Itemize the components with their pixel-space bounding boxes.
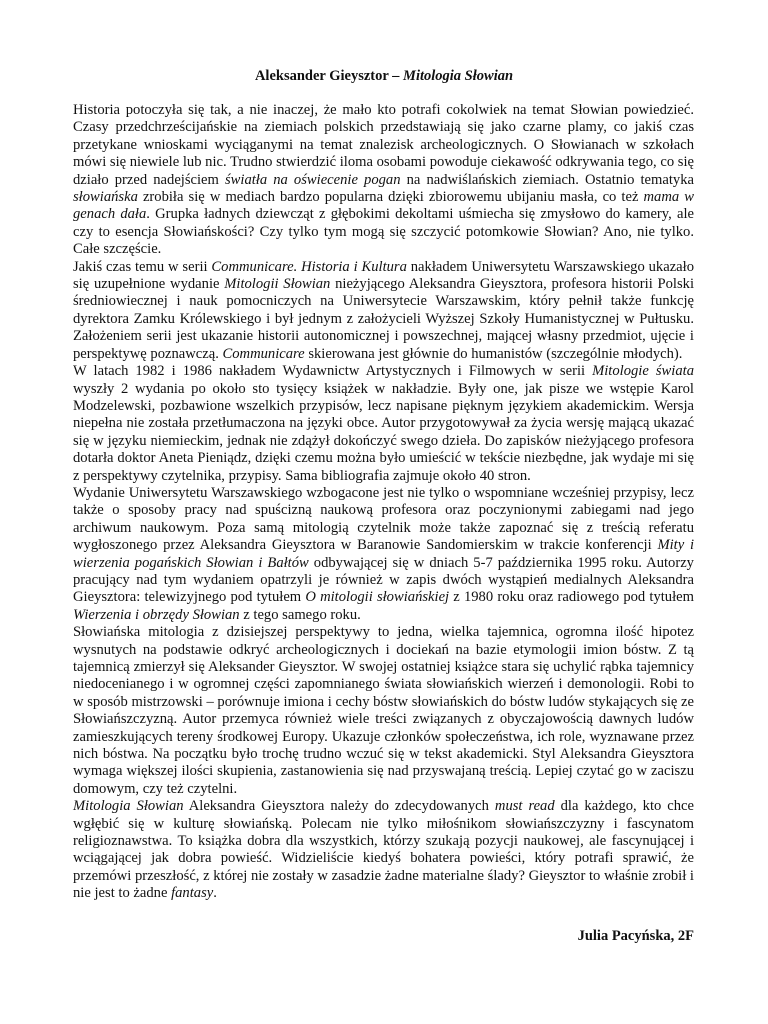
author-signature: Julia Pacyńska, 2F (577, 928, 694, 944)
text-run: Aleksandra Gieysztora należy do zdecydowanych (183, 798, 495, 815)
text-run: skierowana jest głównie do humanistów (szczególnie młodych). (304, 345, 683, 362)
title-author: Aleksander Gieysztor (254, 68, 389, 84)
paragraph-3 (73, 363, 694, 485)
text-run: Jakiś czas temu w serii (73, 258, 212, 275)
italic-run: fantasy (171, 885, 214, 902)
italic-run: Mitologia Słowian (73, 798, 184, 815)
italic-run: Wierzenia i obrzędy Słowian (73, 606, 240, 623)
paragraph-4 (73, 485, 694, 624)
document-title (0, 67, 768, 85)
text-run: dla każdego, kto chce wgłębić się w kulturę słowiańską. Polecam nie tylko miłośnikom słowiańszczyzny i fascynatom religioznawstwa. To książka dobra dla wszystkich, którzy szukają pozycji naukowej, ale fascynującej i wciągającej jak dobra powieść. Widzieliście kiedyś bohatera powieści, który potrafi sprawić, że przemówi przeszłość, z której nie zostały w zasadzie żadne materialne ślady? Gieysztor to właśnie zrobił i nie jest to żadne (73, 798, 694, 902)
text-run: z 1980 roku oraz radiowego pod tytułem (449, 589, 694, 606)
text-run: Słowiańska mitologia z dzisiejszej perspektywy to jedna, wielka tajemnica, ogromna ilość hipotez wysnutych na podstawie odkryć archeologicznych i dociekań na bazie etymologii imion bóstw. Z tą tajemnicą zmierzył się Aleksander Gieysztor. W swojej ostatniej książce stara się uchylić rąbka tajemnicy niedocenianego i w ogromnej części zapomnianego świata słowiańskich wierzeń i demonologii. Robi to w sposób mistrzowski – porównuje imiona i cechy bóstw słowiańskich do bóstw ludów stykających się ze Słowiańszczyzną. Autor przemyca również wiele treści związanych z obyczajowością dawnych ludów zamieszkujących tereny środkowej Europy. Ukazuje członków społeczeństwa, ich role, wyznawane przez nich bóstwa. Na początku było trochę trudno wczuć się w tekst akademicki. Styl Aleksandra Gieysztora wymaga większej ilości skupienia, zastanowienia się nad przyswajaną treścią. Lepiej czytać go w zaciszu domowym, czy też czytelni. (73, 624, 694, 797)
italic-run: słowiańska (73, 189, 138, 206)
text-run: Historia potoczyła się tak, a nie inaczej, że mało kto potrafi cokolwiek na temat Słowian powiedzieć. Czasy przedchrześcijańskie na ziemiach polskich przedstawiają się jako czarne plamy, co jakiś czas przetykane wnioskami wyciąganymi na temat znalezisk archeologicznych. O Słowianach w szkołach mówi się niewiele lub nic. Trudno stwierdzić iloma osobami powoduje ciekawość odkrywania tego, co się działo przed nadejściem (73, 102, 694, 188)
text-run: . (213, 885, 217, 902)
italic-run: O mitologii słowiańskiej (305, 589, 450, 606)
text-run: W latach 1982 i 1986 nakładem Wydawnictw Artystycznych i Filmowych w serii (73, 363, 593, 380)
text-run: nieżyjącego Aleksandra Gieysztora, profesora historii Polski średniowiecznej i nauk pomocniczych na Uniwersytecie Warszawskim, który pełnił także funkcję dyrektora Zamku Królewskiego i był jednym z założycieli Wyższej Szkoły Humanistycznej w Pułtusku. Założeniem serii jest ukazanie historii autonomicznej i powszechnej, mającej własny przedmiot, ujęcie i perspektywę poznawczą. (73, 276, 695, 362)
italic-run: Communicare (222, 345, 305, 362)
italic-run: Communicare. Historia i Kultura (211, 258, 407, 275)
article-body (73, 102, 694, 903)
text-run: zrobiła się w mediach bardzo popularna dzięki zbiorowemu ubijaniu masła, co też (137, 189, 644, 206)
text-run: odbywającej się w dniach 5-7 października 1995 roku. Autorzy pracujący nad tym wydaniem opatrzyli je również w zapis dwóch wystąpień medialnych Aleksandra Gieysztora: telewizyjnego pod tytułem (73, 554, 694, 606)
paragraph-1 (73, 102, 694, 259)
text-run: na nadwiślańskich ziemiach. Ostatnio tematyka (400, 171, 694, 188)
italic-run: światła na oświecenie pogan (224, 171, 401, 188)
text-run: z tego samego roku. (239, 606, 361, 623)
title-separator: – (388, 68, 404, 84)
text-run: . Grupka ładnych dziewcząt z głębokimi dekoltami uśmiecha się zmysłowo do kamery, ale czy to esencja Słowiańskości? Czy tylko tym mogą się szczycić potomkowie Słowian? Ano, nie tylko. Całe szczęście. (73, 206, 694, 258)
text-run: nakładem Uniwersytetu Warszawskiego ukazało się uzupełnione wydanie (73, 258, 695, 293)
italic-run: must read (494, 798, 555, 815)
paragraph-5 (73, 624, 694, 798)
paragraph-2 (73, 259, 694, 363)
text-run: wyszły 2 wydania po około sto tysięcy książek w nakładzie. Były one, jak pisze we wstępie Karol Modzelewski, pozbawione wszelkich przypisów, lecz napisane pięknym językiem akademickim. Wersja niepełna nie została przetłumaczona na języki obce. Autor przygotowywał za życia wersję mającą ukazać się w języku niemieckim, jednak nie zdążył dokończyć swego dzieła. Do zapisków nieżyjącego profesora dotarła doktor Aneta Pieniądz, dzięki czemu można było umieścić w tekście niezbędne, jak wydaje mi się z perspektywy czytelnika, przypisy. Sama bibliografia zajmuje około 40 stron. (73, 380, 694, 484)
title-work: Mitologia Słowian (403, 68, 514, 84)
italic-run: mama w genach dała (73, 189, 694, 223)
italic-run: Mitologii Słowian (224, 276, 331, 293)
italic-run: Mitologie świata (592, 363, 694, 380)
paragraph-6 (73, 798, 694, 902)
italic-run: Mity i wierzenia pogańskich Słowian i Bałtów (73, 537, 694, 571)
text-run: Wydanie Uniwersytetu Warszawskiego wzbogacone jest nie tylko o wspomniane wcześniej przypisy, lecz także o sposoby pracy nad spuścizną naukową profesora oraz poczynionymi zabiegami nad jego archiwum naukowym. Poza samą mitologią czytelnik może także zapoznać się z treścią referatu wygłoszonego przez Aleksandra Gieysztora w Baranowie Sandomierskim w trakcie konferencji (73, 484, 694, 554)
